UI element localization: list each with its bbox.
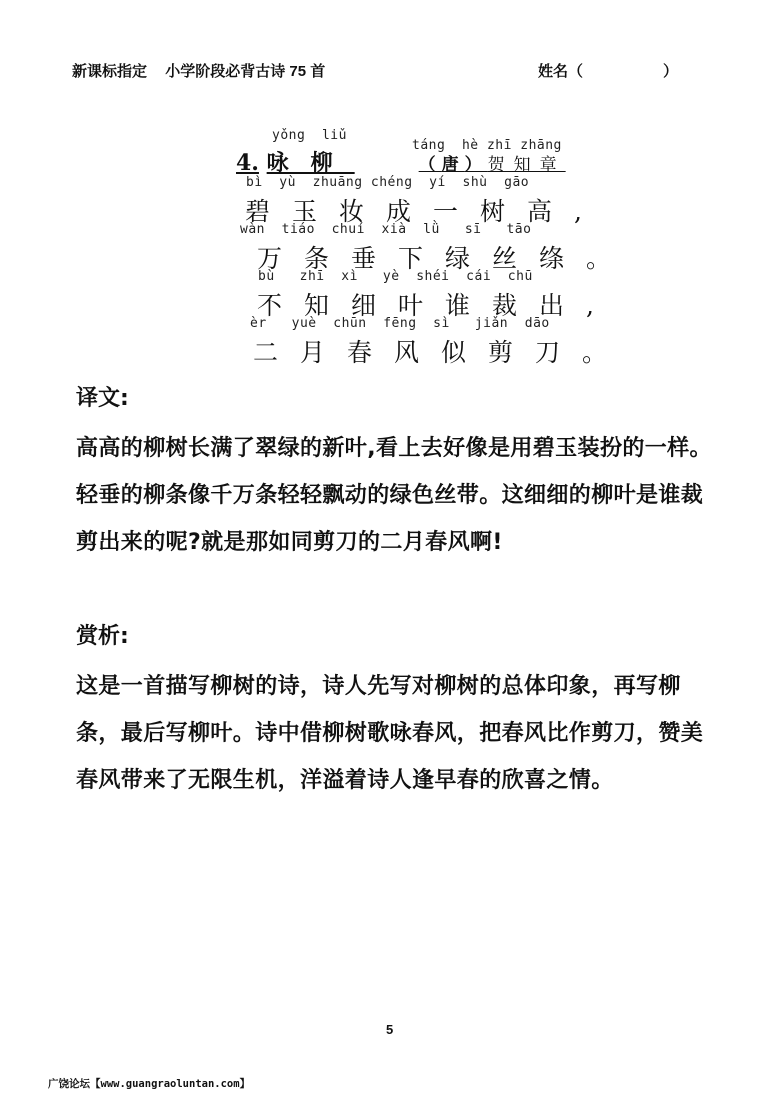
poem-dynasty: 唐 [441, 155, 465, 175]
appreciation-text: 这是一首描写柳树的诗，诗人先写对柳树的总体印象，再写柳条，最后写柳叶。诗中借柳树歌咏春风，把春风比作剪刀，赞美春风带来了无限生机，洋溢着诗人逢早春的欣喜之情。 [76, 674, 704, 793]
poem-author: 贺知章 [487, 155, 566, 175]
name-label: 姓名（ [538, 63, 584, 80]
page-number: 5 [386, 1022, 394, 1037]
line-3-pinyin: bù zhī xì yè shéi cái chū [258, 269, 533, 284]
translation-text: 高高的柳树长满了翠绿的新叶,看上去好像是用碧玉装扮的一样。轻垂的柳条像千万条轻轻飘动的绿色丝带。这细细的柳叶是谁裁剪出来的呢?就是那如同剪刀的二月春风啊! [76, 436, 712, 555]
line-1-pinyin: bì yù zhuāng chéng yí shù gāo [246, 175, 530, 190]
name-field [538, 60, 678, 81]
poem-title: 咏柳 [266, 150, 355, 176]
dynasty-open: （ [418, 155, 442, 175]
header-title: 小学阶段必背古诗 75 首 [165, 63, 326, 80]
header-series: 新课标指定 [72, 63, 148, 80]
title-pinyin: yǒng liǔ [272, 128, 347, 143]
poem-title-line [236, 146, 566, 177]
line-2-text: 万条垂下绿丝绦。 [257, 244, 634, 273]
footer-watermark: 广饶论坛【www.guangraoluntan.com】 [48, 1078, 251, 1090]
poem-number: 4. [236, 150, 259, 176]
line-1-text: 碧玉妆成一树高, [245, 197, 604, 226]
line-3-text: 不知细叶谁裁出, [257, 291, 616, 320]
page-header-left [72, 60, 325, 81]
name-close: ） [663, 63, 679, 80]
appreciation-heading: 赏析: [76, 624, 129, 649]
dynasty-close: ） [464, 155, 488, 175]
author-pinyin: táng hè zhī zhāng [412, 138, 562, 153]
line-4-pinyin: èr yuè chūn fēng sì jiǎn dāo [250, 316, 550, 331]
translation-heading: 译文: [76, 386, 129, 411]
line-4-text: 二月春风似剪刀。 [253, 338, 630, 367]
line-2-pinyin: wàn tiáo chuí xià lǜ sī tāo [240, 222, 532, 237]
